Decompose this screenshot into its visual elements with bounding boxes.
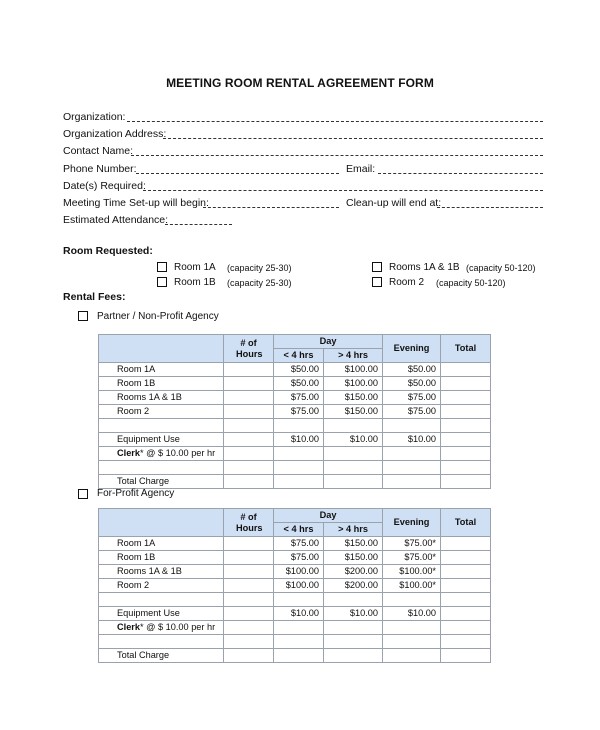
gt4-fee: $10.00 bbox=[324, 433, 383, 447]
gt4-fee: $10.00 bbox=[324, 607, 383, 621]
estimated-attendance-label: Estimated Attendance: bbox=[63, 214, 169, 226]
total-cell[interactable] bbox=[441, 391, 491, 405]
hours-cell[interactable] bbox=[224, 565, 274, 579]
total-cell[interactable] bbox=[441, 551, 491, 565]
evening-fee: $75.00 bbox=[383, 405, 441, 419]
table-row bbox=[99, 447, 491, 461]
room-1a-checkbox[interactable] bbox=[157, 262, 167, 272]
setup-time-field[interactable] bbox=[203, 207, 339, 208]
table-row-blank bbox=[99, 635, 491, 649]
gt4-fee: $100.00 bbox=[324, 377, 383, 391]
gt4-fee: $150.00 bbox=[324, 405, 383, 419]
room-1b-label: Room 1B bbox=[174, 277, 216, 288]
total-cell[interactable] bbox=[441, 447, 491, 461]
clerk-rate: * @ $ 10.00 per hr bbox=[139, 448, 216, 458]
nonprofit-label: Partner / Non-Profit Agency bbox=[97, 311, 219, 322]
total-charge-label: Total Charge bbox=[99, 649, 224, 663]
equipment-item: Equipment Use bbox=[99, 433, 224, 447]
header-evening: Evening bbox=[383, 509, 441, 537]
header-lt4: < 4 hrs bbox=[274, 349, 324, 363]
table-row bbox=[99, 391, 491, 405]
cleanup-time-label: Clean-up will end at: bbox=[346, 197, 442, 209]
row-item: Room 1B bbox=[99, 377, 224, 391]
table-row bbox=[99, 537, 491, 551]
estimated-attendance-field[interactable] bbox=[165, 224, 232, 225]
hours-cell[interactable] bbox=[224, 363, 274, 377]
table-row bbox=[99, 607, 491, 621]
lt4-fee: $10.00 bbox=[274, 433, 324, 447]
total-charge-cell[interactable] bbox=[441, 649, 491, 663]
forprofit-label: For-Profit Agency bbox=[97, 488, 175, 499]
header-item bbox=[99, 335, 224, 363]
dates-required-field[interactable] bbox=[143, 190, 543, 191]
lt4-fee: $10.00 bbox=[274, 607, 324, 621]
row-item: Room 1A bbox=[99, 363, 224, 377]
clerk-label: Clerk bbox=[117, 622, 140, 632]
room-1a-label: Room 1A bbox=[174, 262, 216, 273]
table-row bbox=[99, 565, 491, 579]
table-row bbox=[99, 377, 491, 391]
gt4-fee: $100.00 bbox=[324, 363, 383, 377]
evening-fee: $100.00* bbox=[383, 565, 441, 579]
total-cell[interactable] bbox=[441, 433, 491, 447]
total-cell[interactable] bbox=[441, 607, 491, 621]
row-item: Rooms 1A & 1B bbox=[99, 565, 224, 579]
dates-required-label: Date(s) Required: bbox=[63, 180, 146, 192]
total-cell[interactable] bbox=[441, 363, 491, 377]
header-evening: Evening bbox=[383, 335, 441, 363]
header-day: Day bbox=[274, 335, 383, 349]
total-cell[interactable] bbox=[441, 579, 491, 593]
gt4-fee: $200.00 bbox=[324, 579, 383, 593]
table-row-blank bbox=[99, 593, 491, 607]
organization-label: Organization: bbox=[63, 111, 126, 123]
room-2-label: Room 2 bbox=[389, 277, 425, 288]
hours-cell[interactable] bbox=[224, 391, 274, 405]
header-hours: # of Hours bbox=[224, 509, 274, 537]
room-2-checkbox[interactable] bbox=[372, 277, 382, 287]
gt4-fee: $200.00 bbox=[324, 565, 383, 579]
table-row bbox=[99, 405, 491, 419]
header-day: Day bbox=[274, 509, 383, 523]
header-gt4: > 4 hrs bbox=[324, 349, 383, 363]
total-cell[interactable] bbox=[441, 621, 491, 635]
email-label: Email: bbox=[346, 163, 376, 175]
room-1a-capacity: (capacity 25-30) bbox=[227, 263, 292, 273]
lt4-fee: $75.00 bbox=[274, 391, 324, 405]
gt4-fee: $150.00 bbox=[324, 551, 383, 565]
evening-fee: $50.00 bbox=[383, 377, 441, 391]
lt4-fee: $75.00 bbox=[274, 405, 324, 419]
organization-field[interactable] bbox=[127, 121, 543, 122]
table-row-blank bbox=[99, 419, 491, 433]
table-row bbox=[99, 551, 491, 565]
hours-cell[interactable] bbox=[224, 537, 274, 551]
row-item: Room 1B bbox=[99, 551, 224, 565]
row-item: Rooms 1A & 1B bbox=[99, 391, 224, 405]
total-charge-label: Total Charge bbox=[99, 475, 224, 489]
equipment-item: Equipment Use bbox=[99, 607, 224, 621]
rooms-1a-1b-checkbox[interactable] bbox=[372, 262, 382, 272]
room-requested-heading: Room Requested: bbox=[63, 245, 153, 257]
gt4-fee: $150.00 bbox=[324, 537, 383, 551]
evening-fee: $10.00 bbox=[383, 607, 441, 621]
lt4-fee: $50.00 bbox=[274, 377, 324, 391]
evening-fee: $75.00* bbox=[383, 551, 441, 565]
lt4-fee: $50.00 bbox=[274, 363, 324, 377]
organization-address-field[interactable] bbox=[163, 138, 543, 139]
total-cell[interactable] bbox=[441, 565, 491, 579]
nonprofit-checkbox[interactable] bbox=[78, 311, 88, 321]
contact-name-field[interactable] bbox=[131, 155, 543, 156]
evening-fee: $50.00 bbox=[383, 363, 441, 377]
forprofit-checkbox[interactable] bbox=[78, 489, 88, 499]
hours-cell[interactable] bbox=[224, 551, 274, 565]
phone-number-field[interactable] bbox=[136, 173, 339, 174]
page-title: MEETING ROOM RENTAL AGREEMENT FORM bbox=[166, 76, 434, 90]
row-item: Room 1A bbox=[99, 537, 224, 551]
header-total: Total bbox=[441, 509, 491, 537]
table-row bbox=[99, 579, 491, 593]
organization-address-label: Organization Address: bbox=[63, 128, 167, 140]
table-row bbox=[99, 475, 491, 489]
rooms-1a-1b-capacity: (capacity 50-120) bbox=[466, 263, 536, 273]
nonprofit-fee-table bbox=[98, 334, 491, 489]
row-item: Room 2 bbox=[99, 405, 224, 419]
lt4-fee: $75.00 bbox=[274, 551, 324, 565]
table-row bbox=[99, 621, 491, 635]
header-item bbox=[99, 509, 224, 537]
clerk-item bbox=[99, 447, 224, 461]
table-row bbox=[99, 363, 491, 377]
header-gt4: > 4 hrs bbox=[324, 523, 383, 537]
clerk-item bbox=[99, 621, 224, 635]
evening-fee: $100.00* bbox=[383, 579, 441, 593]
email-field[interactable] bbox=[378, 173, 543, 174]
rooms-1a-1b-label: Rooms 1A & 1B bbox=[389, 262, 460, 273]
evening-fee: $75.00* bbox=[383, 537, 441, 551]
gt4-fee: $150.00 bbox=[324, 391, 383, 405]
hours-cell[interactable] bbox=[224, 405, 274, 419]
table-row bbox=[99, 433, 491, 447]
room-1b-checkbox[interactable] bbox=[157, 277, 167, 287]
hours-cell[interactable] bbox=[224, 607, 274, 621]
lt4-fee: $100.00 bbox=[274, 579, 324, 593]
setup-time-label: Meeting Time Set-up will begin: bbox=[63, 197, 209, 209]
hours-cell[interactable] bbox=[224, 579, 274, 593]
hours-cell[interactable] bbox=[224, 377, 274, 391]
hours-cell[interactable] bbox=[224, 447, 274, 461]
room-1b-capacity: (capacity 25-30) bbox=[227, 278, 292, 288]
cleanup-time-field[interactable] bbox=[437, 207, 543, 208]
evening-fee: $10.00 bbox=[383, 433, 441, 447]
header-total: Total bbox=[441, 335, 491, 363]
lt4-fee: $100.00 bbox=[274, 565, 324, 579]
rental-fees-heading: Rental Fees: bbox=[63, 291, 126, 303]
total-cell[interactable] bbox=[441, 405, 491, 419]
total-cell[interactable] bbox=[441, 537, 491, 551]
evening-fee: $75.00 bbox=[383, 391, 441, 405]
contact-name-label: Contact Name: bbox=[63, 145, 134, 157]
table-row-blank bbox=[99, 461, 491, 475]
table-row bbox=[99, 649, 491, 663]
total-charge-cell[interactable] bbox=[441, 475, 491, 489]
hours-cell[interactable] bbox=[224, 433, 274, 447]
total-cell[interactable] bbox=[441, 377, 491, 391]
clerk-label: Clerk bbox=[117, 448, 140, 458]
header-hours: # of Hours bbox=[224, 335, 274, 363]
room-2-capacity: (capacity 50-120) bbox=[436, 278, 506, 288]
clerk-rate: * @ $ 10.00 per hr bbox=[139, 622, 216, 632]
forprofit-fee-table bbox=[98, 508, 491, 663]
row-item: Room 2 bbox=[99, 579, 224, 593]
hours-cell[interactable] bbox=[224, 621, 274, 635]
header-lt4: < 4 hrs bbox=[274, 523, 324, 537]
lt4-fee: $75.00 bbox=[274, 537, 324, 551]
phone-number-label: Phone Number: bbox=[63, 163, 137, 175]
